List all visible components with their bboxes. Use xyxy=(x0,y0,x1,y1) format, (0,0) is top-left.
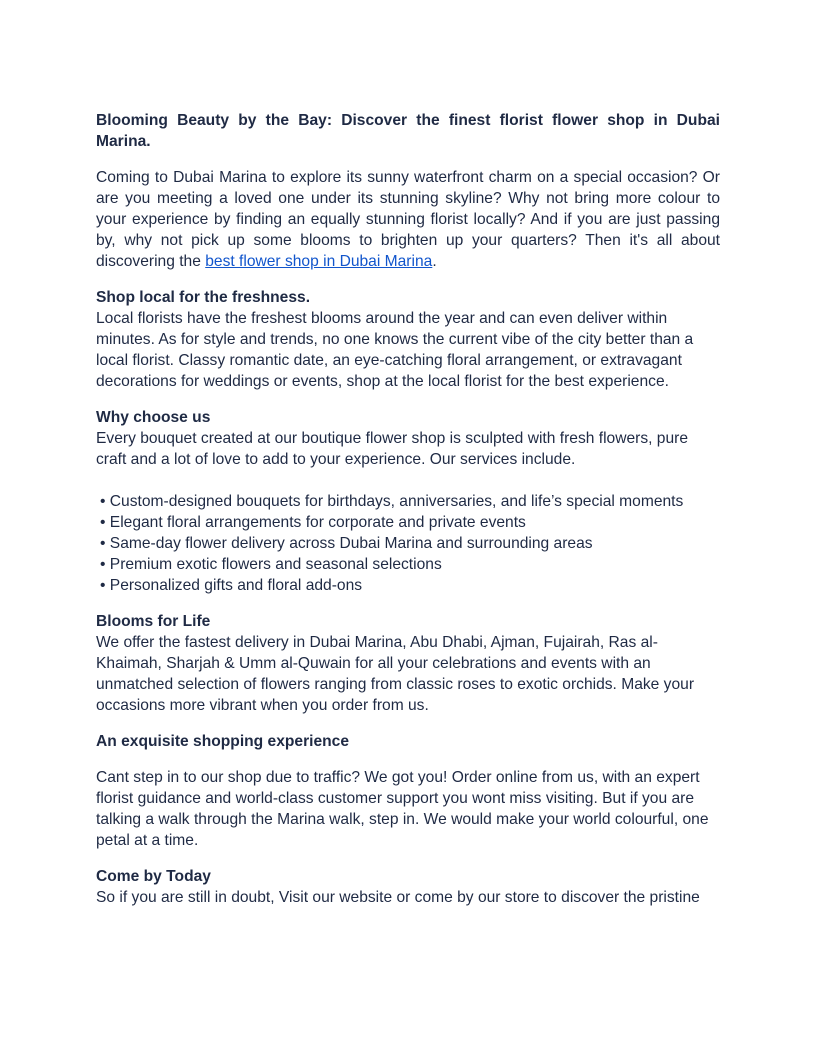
list-item: • Personalized gifts and floral add-ons xyxy=(100,577,363,594)
intro-paragraph xyxy=(96,167,720,272)
best-flower-shop-link[interactable]: best flower shop in Dubai Marina xyxy=(205,253,433,270)
come-by-paragraph: So if you are still in doubt, Visit our website or come by our store to discover the pristine xyxy=(96,889,700,906)
experience-heading: An exquisite shopping experience xyxy=(96,733,350,750)
shop-local-heading: Shop local for the freshness. xyxy=(96,289,311,306)
list-item: • Premium exotic flowers and seasonal selections xyxy=(100,556,442,573)
why-choose-paragraph: Every bouquet created at our boutique flower shop is sculpted with fresh flowers, pure craft and a lot of love to add to your experience. Our services include. xyxy=(96,430,689,468)
blooms-paragraph: We offer the fastest delivery in Dubai Marina, Abu Dhabi, Ajman, Fujairah, Ras al-Khaimah, Sharjah & Umm al-Quwain for all your celebrations and events with an unmatched selection of flowers ranging from classic roses to exotic orchids. Make your occasions more vibrant when you order from us. xyxy=(96,634,695,714)
services-list xyxy=(96,491,720,596)
list-item: • Elegant floral arrangements for corporate and private events xyxy=(100,514,526,531)
why-choose-heading: Why choose us xyxy=(96,409,211,426)
list-item: • Same-day flower delivery across Dubai Marina and surrounding areas xyxy=(100,535,593,552)
list-item: • Custom-designed bouquets for birthdays, anniversaries, and life’s special moments xyxy=(100,493,684,510)
blooms-heading: Blooms for Life xyxy=(96,613,211,630)
document-page xyxy=(96,110,720,908)
intro-text-end: . xyxy=(432,253,437,270)
experience-paragraph: Cant step in to our shop due to traffic? We got you! Order online from us, with an expert florist guidance and world-class customer support you wont miss visiting. But if you are talking a walk through the Marina walk, step in. We would make your world colourful, one petal at a time. xyxy=(96,769,709,849)
come-by-heading: Come by Today xyxy=(96,868,211,885)
shop-local-paragraph: Local florists have the freshest blooms around the year and can even deliver within minutes. As for style and trends, no one knows the current vibe of the city better than a local florist. Classy romantic date, an eye-catching floral arrangement, or extravagant decorations for weddings or events, shop at the local florist for the best experience. xyxy=(96,310,694,390)
document-title: Blooming Beauty by the Bay: Discover the finest florist flower shop in Dubai Marina. xyxy=(96,112,720,150)
blank-line xyxy=(96,470,720,491)
intro-text: Coming to Dubai Marina to explore its sunny waterfront charm on a special occasion? Or are you meeting a loved one under its stunning skyline? Why not bring more colour to your experience by finding an equally stunning florist locally? And if you are just passing by, why not pick up some blooms to brighten up your quarters? Then it's all about discovering the xyxy=(96,169,720,270)
